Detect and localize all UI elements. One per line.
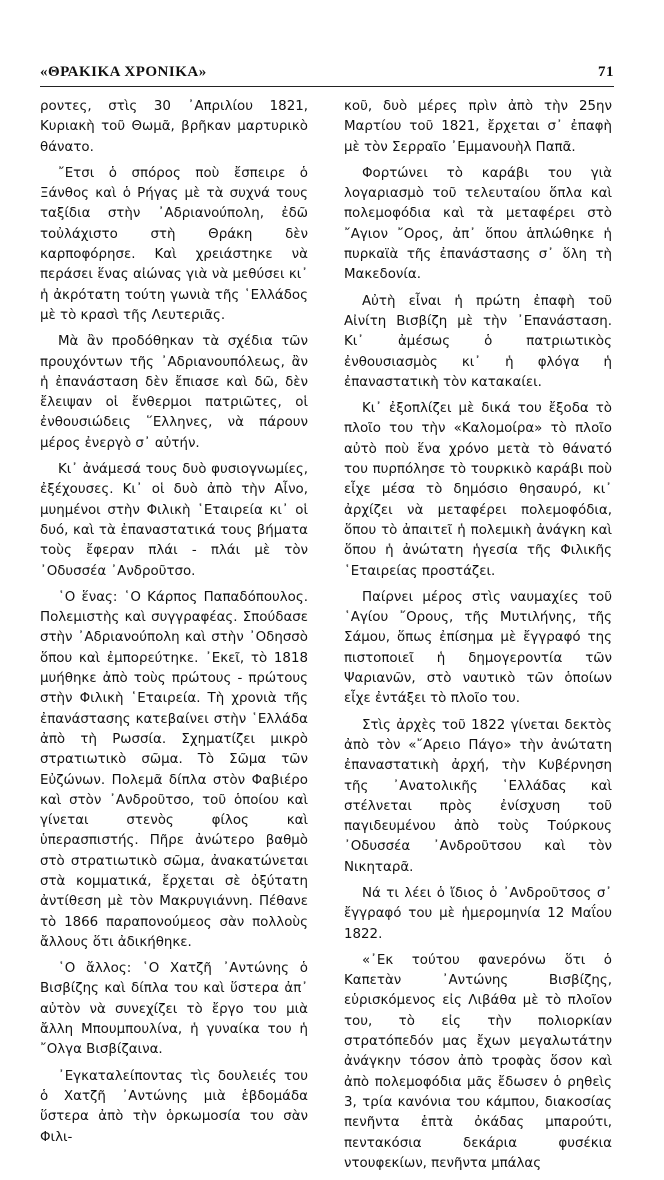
paragraph: ροντες, στὶς 30 ᾿Απριλίου 1821, Κυριακὴ τοῦ Θωμᾶ, βρῆκαν μαρτυρικὸ θάνατο.	[40, 99, 308, 155]
paragraph: Κι᾿ ἀνάμεσά τους δυὸ φυσιογνωμίες, ἐξέχουσες. Κι᾿ οἱ δυὸ ἀπὸ τὴν Αἶνο, μυημένοι στὴν Φιλικὴ ῾Εταιρεία κι᾿ οἱ δυό, καὶ τὰ ἐπαναστατικά τους βήματα τοὺς ἔφεραν πλάι - πλάι μὲ τὸν ᾿Οδυσσέα ᾿Ανδροῦτσο.	[40, 462, 308, 579]
paragraph: Μὰ ἂν προδόθηκαν τὰ σχέδια τῶν προυχόντων τῆς ᾿Αδριανουπόλεως, ἂν ἡ ἐπανάσταση δὲν ἔπιασε καὶ δῶ, δὲν ἔλειψαν οἱ ἔνθερμοι πατριῶτες, οἱ ἐνθουσιώδεις ῞Ελληνες, νὰ πάρουν μέρος ἐνεργὸ σ᾿ αὐτήν.	[40, 334, 308, 451]
paragraph: «᾿Εκ τούτου φανερόνω ὅτι ὁ Καπετὰν ᾿Αντώνης Βισβίζης, εὑρισκόμενος εἰς Λιβάθα μὲ τὸ πλοῖον του, τὸ εἰς τὴν πολιορκίαν στρατόπεδόν μας ἔχων μεγαλωτάτην ἀνάγκην τόσον ἀπὸ τροφὰς ὅσον καὶ ἀπὸ πολεμοφόδια μᾶς ἔδωσεν ὁ ρηθεὶς 3, τρία κανόνια του κάμπου, διακοσίας πενῆντα ἑπτὰ ὀκάδας μπαρούτι, πεντακόσια δεκάρια φυσέκια ντουφεκίων, πενῆντα μπάλας	[344, 952, 612, 1171]
paragraph: ᾿Εγκαταλείποντας τὶς δουλειές του ὁ Χατζῆ ᾿Αντώνης μιὰ ἑβδομάδα ὕστερα ἀπὸ τὴν ὁρκωμοσία του σὰν Φιλι-	[40, 1068, 308, 1145]
paragraph: ῎Ετσι ὁ σπόρος ποὺ ἔσπειρε ὁ Ξάνθος καὶ ὁ Ρήγας μὲ τὰ συχνά τους ταξίδια στὴν ᾿Αδριανούπολη, ἐδῶ τοὐλάχιστο στὴ Θράκη δὲν καρποφόρησε. Καὶ χρειάστηκε νὰ περάσει ἕνας αἰώνας γιὰ νὰ μεθύσει κι᾿ ἡ ἀκρότατη τούτη γωνιὰ τῆς ῾Ελλάδος μὲ τὸ κρασὶ τῆς Λευτεριᾶς.	[40, 165, 308, 323]
paragraph: Αὐτὴ εἶναι ἡ πρώτη ἐπαφὴ τοῦ Αἰνίτη Βισβίζη μὲ τὴν ᾿Επανάσταση. Κι᾿ ἀμέσως ὁ πατριωτικὸς ἐνθουσιασμὸς κι᾿ ἡ φλόγα ἡ ἐπαναστατικὴ τὸν κατακαίει.	[344, 293, 612, 390]
paragraph: ῾Ο ἄλλος: ῾Ο Χατζῆ ᾿Αντώνης ὁ Βισβίζης καὶ δίπλα του καὶ ὕστερα ἀπ᾿ αὐτὸν νὰ συνεχίζει τὸ ἔργο του μιὰ ἄλλη Μπουμπουλίνα, ἡ γυναίκα του ἡ ῎Ολγα Βισβίζαινα.	[40, 961, 308, 1058]
paragraph: Στὶς ἀρχὲς τοῦ 1822 γίνεται δεκτὸς ἀπὸ τὸν «῎Αρειο Πάγο» τὴν ἀνώτατη ἐπαναστατικὴ ἀρχή, τὴν Κυβέρνηση τῆς ᾿Ανατολικῆς ῾Ελλάδας καὶ στέλνεται πρὸς ἐνίσχυση τοῦ παγιδευμένου ἀπὸ τοὺς Τούρκους ᾿Οδυσσέα ᾿Ανδροῦτσου καὶ τὸν Νικηταρᾶ.	[344, 717, 612, 875]
page-number: 71	[598, 64, 614, 80]
paragraph: ῾Ο ἕνας: ῾Ο Κάρπος Παπαδόπουλος. Πολεμιστὴς καὶ συγγραφέας. Σπούδασε στὴν ᾿Αδριανούπολη καὶ στὴν ᾿Οδησσὸ ὅπου καὶ ἐμπορεύτηκε. ᾿Εκεῖ, τὸ 1818 μυήθηκε ἀπὸ τοὺς πρώτους - πρώτους στὴν Φιλικὴ ῾Εταιρεία. Τὴ χρονιὰ τῆς ἐπανάστασης κατεβαίνει στὴν ῾Ελλάδα ἀπὸ τὴ Ρωσσία. Σχηματίζει μικρὸ στρατιωτικὸ σῶμα. Τὸ Σῶμα τῶν Εὐζώνων. Πολεμᾶ δίπλα στὸν Φαβιέρο καὶ στὸν ᾿Ανδροῦτσο, τοῦ ὁποίου καὶ γίνεται στενὸς φίλος καὶ ὑπερασπιστής. Πῆρε ἀνώτερο βαθμὸ στὸ στρατιωτικὸ σῶμα, ἀνακατώνεται στὰ κομματικά, ἔρχεται σὲ ὀξύτατη ἀντίθεση μὲ τὸν Μακρυγιάννη. Πέθανε τὸ 1866 παραπονούμεος σὰν πολλοὺς ἄλλους ὅτι ἀδικήθηκε.	[40, 589, 308, 950]
paragraph: κοῦ, δυὸ μέρες πρὶν ἀπὸ τὴν 25ην Μαρτίου τοῦ 1821, ἔρχεται σ᾿ ἐπαφὴ μὲ τὸν Σερραῖο ᾿Εμμανουὴλ Παπᾶ.	[344, 99, 612, 155]
header-rule	[40, 86, 614, 87]
journal-title: «ΘΡΑΚΙΚΑ ΧΡΟΝΙΚΑ»	[40, 64, 207, 80]
paragraph: Νά τι λέει ὁ ἴδιος ὁ ᾿Ανδροῦτσος σ᾿ ἔγγραφό του μὲ ἡμερομηνία 12 Μαΐου 1822.	[344, 885, 612, 942]
paragraph: Παίρνει μέρος στὶς ναυμαχίες τοῦ ῾Αγίου ῎Ορους, τῆς Μυτιλήνης, τῆς Σάμου, ὅπως ἐπίσημα μὲ ἔγγραφό της πιστοποιεῖ ἡ δημογεροντία τῶν Ψαριανῶν, στὸ ναυτικὸ τῶν ὁποίων εἶχε ἐντάξει τὸ πλοῖο του.	[344, 589, 612, 707]
left-column	[40, 97, 308, 1154]
paragraph: Κι᾿ ἐξοπλίζει μὲ δικά του ἔξοδα τὸ πλοῖο του τὴν «Καλομοίρα» τὸ πλοῖο αὐτὸ ποὺ ἕνα χρόνο μετὰ τὸ θάνατό του πυρπόλησε τὸ τουρκικὸ καράβι ποὺ εἶχε μέσα τὸ δημόσιο θησαυρό, κι᾿ ἀρχίζει νὰ μεταφέρει πολεμοφόδια, ὅπου τὸ ἀπαιτεῖ ἡ πολεμικὴ ἀνάγκη καὶ ὅπου ἡ ἀνώτατη ἡγεσία τῆς Φιλικῆς ῾Εταιρείας προστάζει.	[344, 401, 612, 579]
right-column	[344, 97, 612, 1180]
paragraph: Φορτώνει τὸ καράβι του γιὰ λογαριασμὸ τοῦ τελευταίου ὅπλα καὶ πολεμοφόδια καὶ τὰ μεταφέρει στὸ ῎Αγιον ῎Ορος, ἀπ᾿ ὅπου ἁπλώθηκε ἡ πυρκαϊὰ τῆς ἐπανάστασης σ᾿ ὅλη τὴ Μακεδονία.	[344, 165, 612, 283]
